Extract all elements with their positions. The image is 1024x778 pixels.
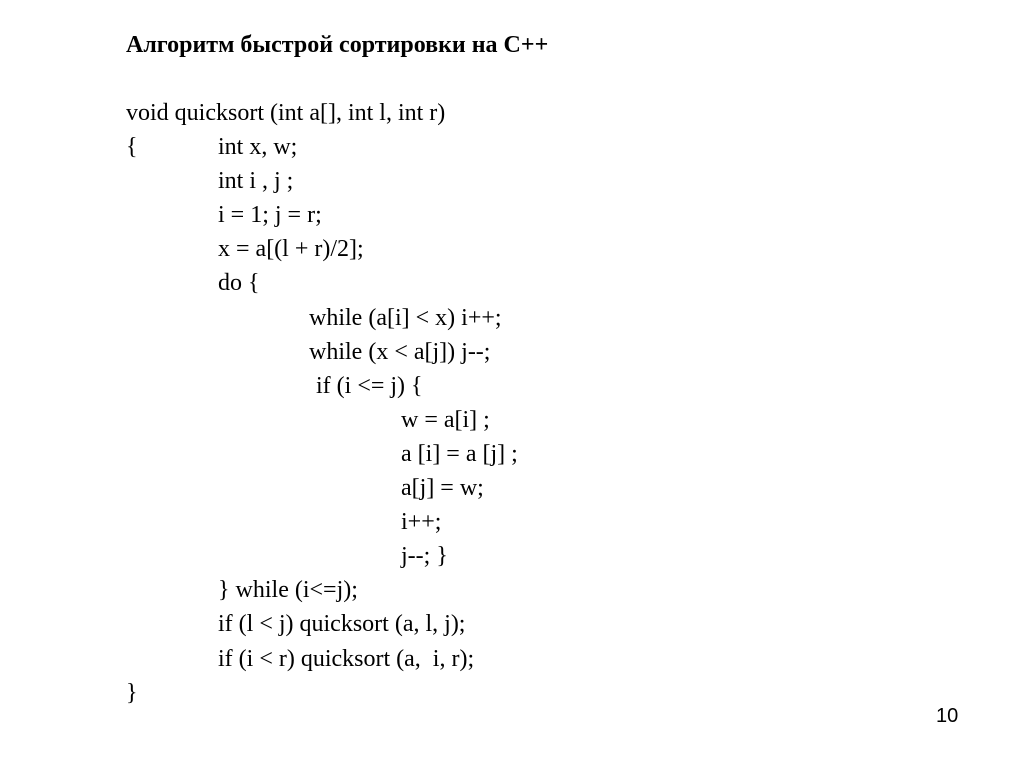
code-line bbox=[126, 403, 490, 437]
code-text: i++; bbox=[401, 509, 442, 536]
code-text: while (x < a[j]) j--; bbox=[309, 338, 491, 365]
code-text: w = a[i] ; bbox=[401, 406, 490, 433]
code-line bbox=[126, 642, 475, 676]
code-block bbox=[126, 96, 518, 710]
code-text: a [i] = a [j] ; bbox=[401, 440, 518, 467]
code-text: while (a[i] < x) i++; bbox=[309, 304, 502, 331]
code-line bbox=[126, 505, 442, 539]
code-text: } bbox=[126, 679, 138, 706]
code-line bbox=[126, 266, 260, 300]
code-text: x = a[(l + r)/2]; bbox=[218, 236, 364, 263]
code-text: int i , j ; bbox=[218, 168, 294, 195]
code-line bbox=[126, 676, 162, 710]
code-line bbox=[126, 607, 466, 641]
page-number: 10 bbox=[936, 705, 959, 727]
code-text: { bbox=[126, 134, 138, 161]
code-line bbox=[126, 301, 502, 335]
code-text: if (i < r) quicksort (a, i, r); bbox=[218, 645, 475, 672]
code-text: if (l < j) quicksort (a, l, j); bbox=[218, 611, 466, 638]
code-text: i = 1; j = r; bbox=[218, 202, 322, 229]
code-line bbox=[126, 232, 364, 266]
code-line bbox=[126, 164, 294, 198]
code-text: j--; } bbox=[401, 543, 448, 570]
code-text: a[j] = w; bbox=[401, 475, 484, 502]
code-text: do { bbox=[218, 270, 260, 297]
code-text: void quicksort (int a[], int l, int r) bbox=[126, 100, 446, 126]
code-text: if (i <= j) { bbox=[316, 372, 423, 399]
code-line bbox=[126, 471, 484, 505]
code-line bbox=[126, 369, 423, 403]
slide-title: Алгоритм быстрой сортировки на С++ bbox=[126, 32, 549, 58]
code-line bbox=[126, 539, 448, 573]
code-line bbox=[126, 198, 322, 232]
code-line bbox=[126, 335, 491, 369]
code-text: int x, w; bbox=[218, 134, 298, 161]
code-line bbox=[126, 437, 518, 471]
code-line bbox=[126, 130, 298, 164]
code-line bbox=[126, 573, 358, 607]
code-line bbox=[126, 96, 446, 130]
code-text: } while (i<=j); bbox=[218, 577, 358, 604]
